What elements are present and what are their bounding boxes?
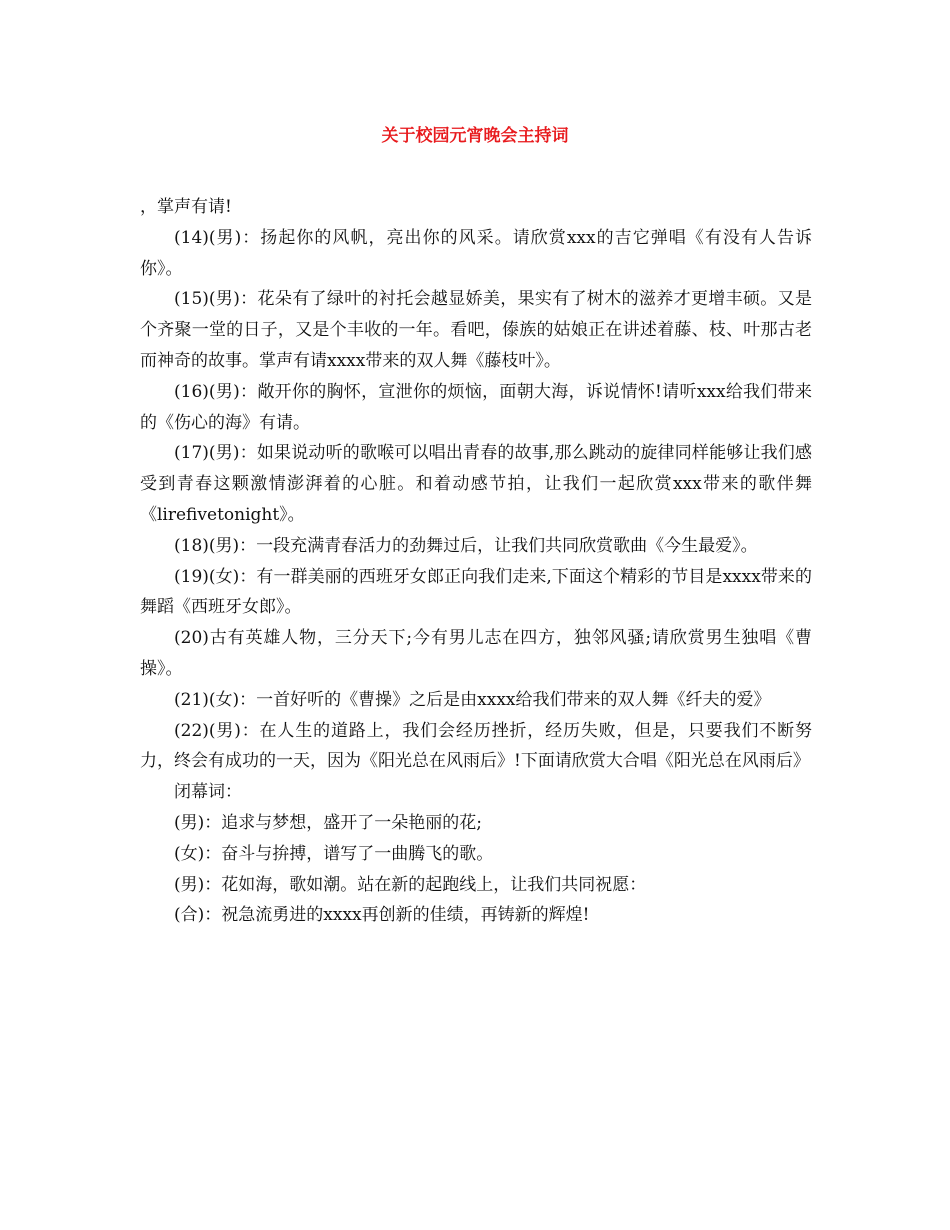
paragraph: (男)：追求与梦想，盛开了一朵艳丽的花; bbox=[174, 812, 482, 833]
document-body bbox=[140, 192, 812, 931]
paragraph: (女)：奋斗与拚搏，谱写了一曲腾飞的歌。 bbox=[174, 843, 494, 864]
paragraph: (14)(男)：扬起你的风帆，亮出你的风采。请欣赏xxx的吉它弹唱《有没有人告诉你》。 bbox=[140, 227, 812, 279]
paragraph: (男)：花如海，歌如潮。站在新的起跑线上，让我们共同祝愿： bbox=[174, 874, 647, 895]
paragraph: (合)：祝急流勇进的xxxx再创新的佳绩，再铸新的辉煌! bbox=[174, 905, 590, 926]
closing-heading: 闭幕词： bbox=[174, 782, 242, 803]
paragraph: (17)(男)：如果说动听的歌喉可以唱出青春的故事,那么跳动的旋律同样能够让我们感受到青春这颗激情澎湃着的心脏。和着动感节拍，让我们一起欣赏xxx带来的歌伴舞《lirefivetonight》。 bbox=[140, 443, 812, 525]
paragraph: (18)(男)：一段充满青春活力的劲舞过后，让我们共同欣赏歌曲《今生最爱》。 bbox=[174, 535, 758, 556]
paragraph: (21)(女)：一首好听的《曹操》之后是由xxxx给我们带来的双人舞《纤夫的爱》 bbox=[174, 689, 771, 710]
paragraph: (15)(男)：花朵有了绿叶的衬托会越显娇美，果实有了树木的滋养才更增丰硕。又是个齐聚一堂的日子，又是个丰收的一年。看吧，傣族的姑娘正在讲述着藤、枝、叶那古老而神奇的故事。掌声有请xxxx带来的双人舞《藤枝叶》。 bbox=[140, 289, 812, 371]
paragraph: (19)(女)：有一群美丽的西班牙女郎正向我们走来,下面这个精彩的节目是xxxx带来的舞蹈《西班牙女郎》。 bbox=[140, 566, 812, 618]
document-title: 关于校园元宵晚会主持词 bbox=[381, 126, 569, 146]
paragraph: (16)(男)：敞开你的胸怀，宣泄你的烦恼，面朝大海，诉说情怀!请听xxx给我们带来的《伤心的海》有请。 bbox=[140, 381, 812, 433]
paragraph: ，掌声有请! bbox=[140, 197, 232, 217]
paragraph: (22)(男)：在人生的道路上，我们会经历挫折，经历失败，但是，只要我们不断努力，终会有成功的一天，因为《阳光总在风雨后》!下面请欣赏大合唱《阳光总在风雨后》 bbox=[140, 720, 812, 772]
paragraph: (20)古有英雄人物，三分天下;今有男儿志在四方，独邻风骚;请欣赏男生独唱《曹操》。 bbox=[140, 628, 812, 679]
